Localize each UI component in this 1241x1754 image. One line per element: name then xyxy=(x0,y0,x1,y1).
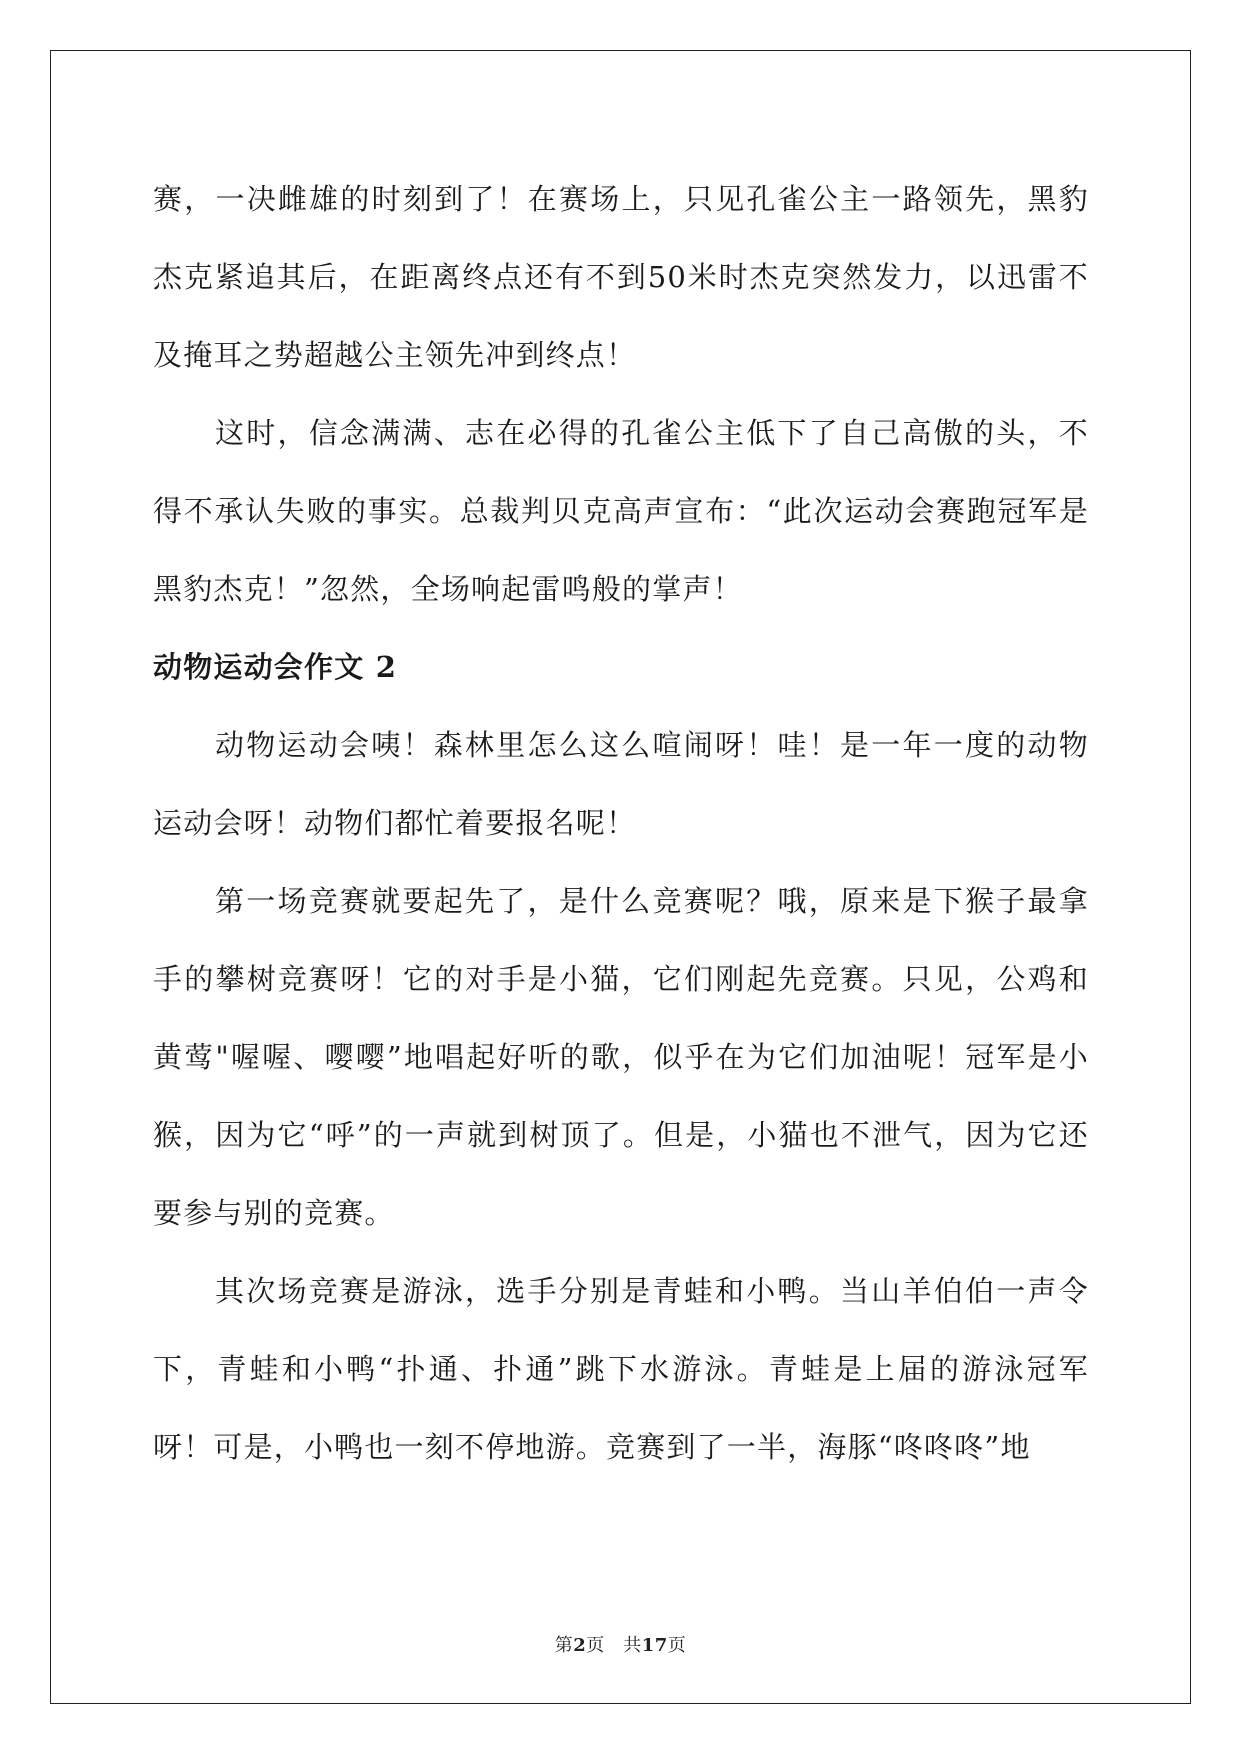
footer-suffix: 页 xyxy=(667,1635,687,1656)
paragraph: 这时，信念满满、志在必得的孔雀公主低下了自己高傲的头，不得不承认失败的事实。总裁判贝克高声宣布：“此次运动会赛跑冠军是黑豹杰克！”忽然，全场响起雷鸣般的掌声！ xyxy=(153,416,1089,606)
footer-prefix: 第 xyxy=(554,1635,574,1656)
paragraph-continued: 赛，一决雌雄的时刻到了！在赛场上，只见孔雀公主一路领先，黑豹杰克紧追其后，在距离终点还有不到50米时杰克突然发力，以迅雷不及掩耳之势超越公主领先冲到终点！ xyxy=(153,182,1089,372)
current-page-number: 2 xyxy=(573,1635,587,1656)
paragraph: 第一场竞赛就要起先了，是什么竞赛呢？哦，原来是下猴子最拿手的攀树竞赛呀！它的对手是小猫，它们刚起先竞赛。只见，公鸡和黄莺"喔喔、嘤嘤”地唱起好听的歌，似乎在为它们加油呢！冠军是小猴，因为它“呼”的一声就到树顶了。但是，小猫也不泄气，因为它还要参与别的竞赛。 xyxy=(153,884,1089,1230)
paragraph: 其次场竞赛是游泳，选手分别是青蛙和小鸭。当山羊伯伯一声令下，青蛙和小鸭“扑通、扑通”跳下水游泳。青蛙是上届的游泳冠军呀！可是，小鸭也一刻不停地游。竞赛到了一半，海豚“咚咚咚”地 xyxy=(153,1274,1089,1464)
paragraph: 动物运动会咦！森林里怎么这么喧闹呀！哇！是一年一度的动物运动会呀！动物们都忙着要报名呢！ xyxy=(153,728,1089,840)
footer-mid: 页 共 xyxy=(586,1635,642,1656)
page-footer xyxy=(0,1631,1241,1657)
total-pages-number: 17 xyxy=(641,1635,668,1656)
section-title: 动物运动会作文 2 xyxy=(153,650,398,684)
document-body xyxy=(153,160,1089,1486)
